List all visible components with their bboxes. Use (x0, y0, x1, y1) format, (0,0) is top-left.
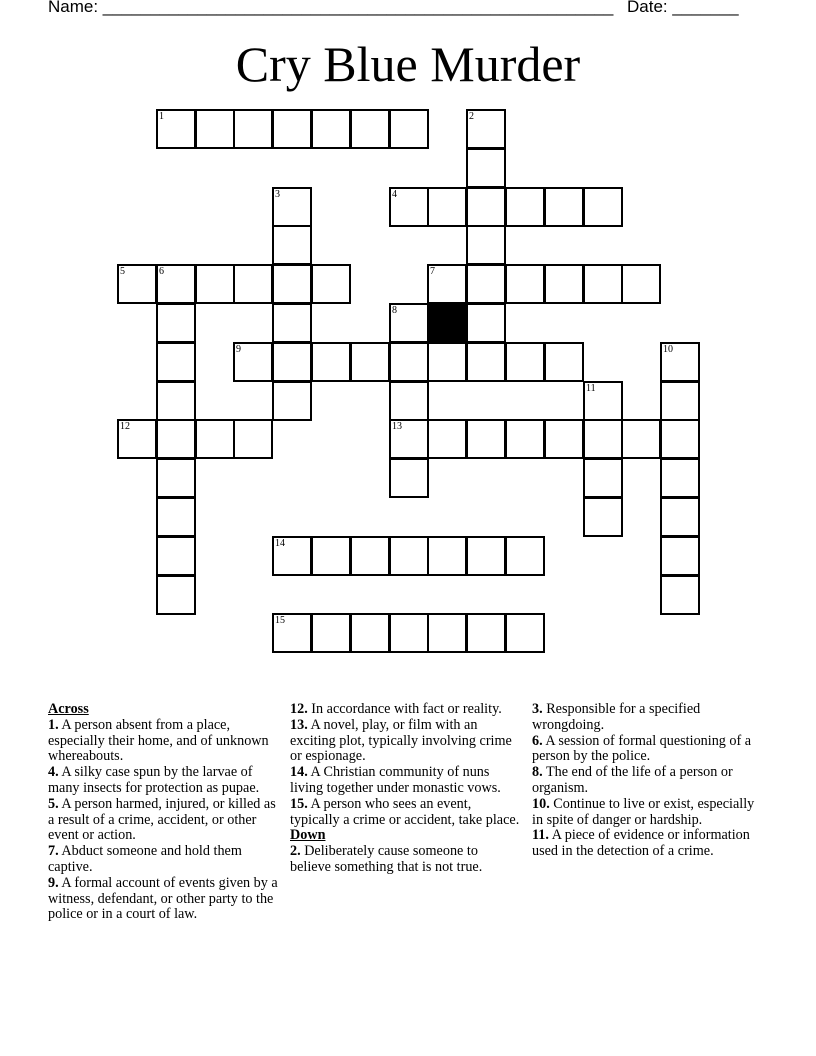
grid-cell[interactable] (311, 109, 351, 149)
grid-cell-2[interactable] (466, 109, 506, 149)
clue-number: 11 (586, 383, 596, 394)
clue-across-15: 15. A person who sees an event, typically a crime or accident, take place. (290, 795, 520, 828)
across-heading: Across (48, 701, 89, 717)
grid-cell[interactable] (311, 613, 351, 653)
down-heading: Down (290, 827, 326, 844)
grid-cell[interactable] (583, 497, 623, 537)
clue-number: 14 (275, 538, 285, 549)
clue-down-2: 2. Deliberately cause someone to believe something that is not true. (290, 843, 483, 875)
clue-number: 13 (392, 421, 402, 432)
grid-cell[interactable] (660, 381, 700, 421)
grid-cell-10[interactable] (660, 342, 700, 382)
grid-cell[interactable] (156, 381, 196, 421)
grid-cell-7[interactable] (427, 264, 467, 304)
clue-across-7: 7. Abduct someone and hold them captive. (48, 843, 242, 875)
grid-cell[interactable] (466, 536, 506, 576)
clue-number: 4 (392, 189, 397, 200)
clue-down-10: 10. Continue to live or exist, especially in spite of danger or hardship. (532, 795, 755, 828)
grid-cell-1[interactable] (156, 109, 196, 149)
clue-down-8: 8. The end of the life of a person or organism. (532, 764, 733, 796)
clue-number: 10 (663, 344, 673, 355)
grid-cell-9[interactable] (233, 342, 273, 382)
grid-cell[interactable] (427, 419, 467, 459)
grid-cell[interactable] (427, 342, 467, 382)
grid-cell[interactable] (156, 342, 196, 382)
grid-cell[interactable] (389, 613, 429, 653)
puzzle-title: Cry Blue Murder (235, 36, 581, 92)
grid-cell[interactable] (427, 613, 467, 653)
clue-across-12: 12. In accordance with fact or reality. (290, 701, 502, 717)
grid-cell[interactable] (466, 148, 506, 188)
grid-cell[interactable] (156, 497, 196, 537)
grid-cell[interactable] (233, 109, 273, 149)
grid-cell[interactable] (583, 419, 623, 459)
grid-cell-3[interactable] (272, 187, 312, 227)
grid-cell[interactable] (466, 419, 506, 459)
grid-cell[interactable] (272, 109, 312, 149)
clue-column-3 (532, 702, 768, 860)
grid-cell[interactable] (389, 536, 429, 576)
grid-cell[interactable] (583, 458, 623, 498)
clue-across-13: 13. A novel, play, or film with an exciting plot, typically involving crime or espionage. (290, 716, 512, 765)
grid-cell[interactable] (389, 381, 429, 421)
grid-cell[interactable] (660, 536, 700, 576)
grid-cell[interactable] (311, 536, 351, 576)
grid-cell[interactable] (156, 419, 196, 459)
grid-cell[interactable] (621, 419, 661, 459)
grid-cell[interactable] (389, 458, 429, 498)
clue-down-11: 11. A piece of evidence or information used in the detection of a crime. (532, 827, 750, 860)
grid-cell[interactable] (466, 342, 506, 382)
clue-number: 7 (430, 266, 435, 277)
grid-cell[interactable] (505, 613, 545, 653)
clue-across-9: 9. A formal account of events given by a witness, defendant, or other party to the police or in a court of law. (48, 874, 278, 923)
clue-down-3: 3. Responsible for a specified wrongdoing. (532, 701, 701, 733)
grid-cell-12[interactable] (117, 419, 157, 459)
clue-number: 3 (275, 189, 280, 200)
grid-cell[interactable] (195, 419, 235, 459)
grid-cell[interactable] (660, 497, 700, 537)
grid-cell[interactable] (427, 536, 467, 576)
clue-number: 9 (236, 344, 241, 355)
grid-cell-8[interactable] (389, 303, 429, 343)
grid-cell-6[interactable] (156, 264, 196, 304)
grid-cell[interactable] (156, 536, 196, 576)
clue-column-2 (290, 702, 522, 876)
grid-cell[interactable] (272, 303, 312, 343)
grid-cell[interactable] (272, 264, 312, 304)
grid-cell[interactable] (272, 342, 312, 382)
grid-cell[interactable] (660, 458, 700, 498)
grid-cell[interactable] (544, 264, 584, 304)
grid-cell[interactable] (583, 264, 623, 304)
grid-cell[interactable] (156, 458, 196, 498)
grid-cell[interactable] (311, 342, 351, 382)
grid-cell-blocked (427, 303, 467, 343)
grid-cell[interactable] (660, 575, 700, 615)
grid-cell[interactable] (311, 264, 351, 304)
clue-number: 1 (159, 111, 164, 122)
clue-number: 5 (120, 266, 125, 277)
grid-cell[interactable] (272, 225, 312, 265)
grid-cell-15[interactable] (272, 613, 312, 653)
grid-cell[interactable] (233, 419, 273, 459)
clue-across-4: 4. A silky case spun by the larvae of many insects for protection as pupae. (48, 764, 260, 796)
clue-across-5: 5. A person harmed, injured, or killed as a result of a crime, accident, or other event or action. (48, 795, 276, 844)
grid-cell[interactable] (233, 264, 273, 304)
grid-cell[interactable] (466, 225, 506, 265)
grid-cell[interactable] (505, 342, 545, 382)
clue-number: 2 (469, 111, 474, 122)
grid-cell[interactable] (389, 342, 429, 382)
grid-cell[interactable] (156, 575, 196, 615)
grid-cell-13[interactable] (389, 419, 429, 459)
grid-cell[interactable] (272, 381, 312, 421)
grid-cell[interactable] (427, 187, 467, 227)
clue-number: 6 (159, 266, 164, 277)
grid-cell[interactable] (466, 264, 506, 304)
clue-across-1: 1. A person absent from a place, especially their home, and of unknown whereabouts. (48, 716, 269, 765)
grid-cell[interactable] (466, 303, 506, 343)
grid-cell[interactable] (505, 419, 545, 459)
grid-cell[interactable] (195, 264, 235, 304)
date-field-label: Date: _______ (627, 0, 739, 16)
clue-number: 8 (392, 305, 397, 316)
clue-column-1 (48, 702, 284, 923)
grid-cell[interactable] (583, 187, 623, 227)
clue-number: 12 (120, 421, 130, 432)
grid-cell-5[interactable] (117, 264, 157, 304)
grid-cell[interactable] (660, 419, 700, 459)
grid-cell[interactable] (505, 264, 545, 304)
grid-cell[interactable] (350, 342, 390, 382)
grid-cell[interactable] (350, 613, 390, 653)
grid-cell-4[interactable] (389, 187, 429, 227)
name-field-label: Name: ______________________________________________________ (48, 0, 614, 16)
grid-cell[interactable] (505, 187, 545, 227)
grid-cell[interactable] (544, 342, 584, 382)
grid-cell[interactable] (621, 264, 661, 304)
clue-down-6: 6. A session of formal questioning of a person by the police. (532, 732, 752, 765)
grid-cell[interactable] (350, 536, 390, 576)
grid-cell[interactable] (195, 109, 235, 149)
grid-cell[interactable] (350, 109, 390, 149)
grid-cell[interactable] (466, 187, 506, 227)
clue-number: 15 (275, 615, 285, 626)
grid-cell[interactable] (156, 303, 196, 343)
grid-cell[interactable] (505, 536, 545, 576)
grid-cell[interactable] (466, 613, 506, 653)
grid-cell[interactable] (389, 109, 429, 149)
clue-across-14: 14. A Christian community of nuns living together under monastic vows. (290, 764, 501, 796)
grid-cell-11[interactable] (583, 381, 623, 421)
grid-cell-14[interactable] (272, 536, 312, 576)
grid-cell[interactable] (544, 187, 584, 227)
grid-cell[interactable] (544, 419, 584, 459)
